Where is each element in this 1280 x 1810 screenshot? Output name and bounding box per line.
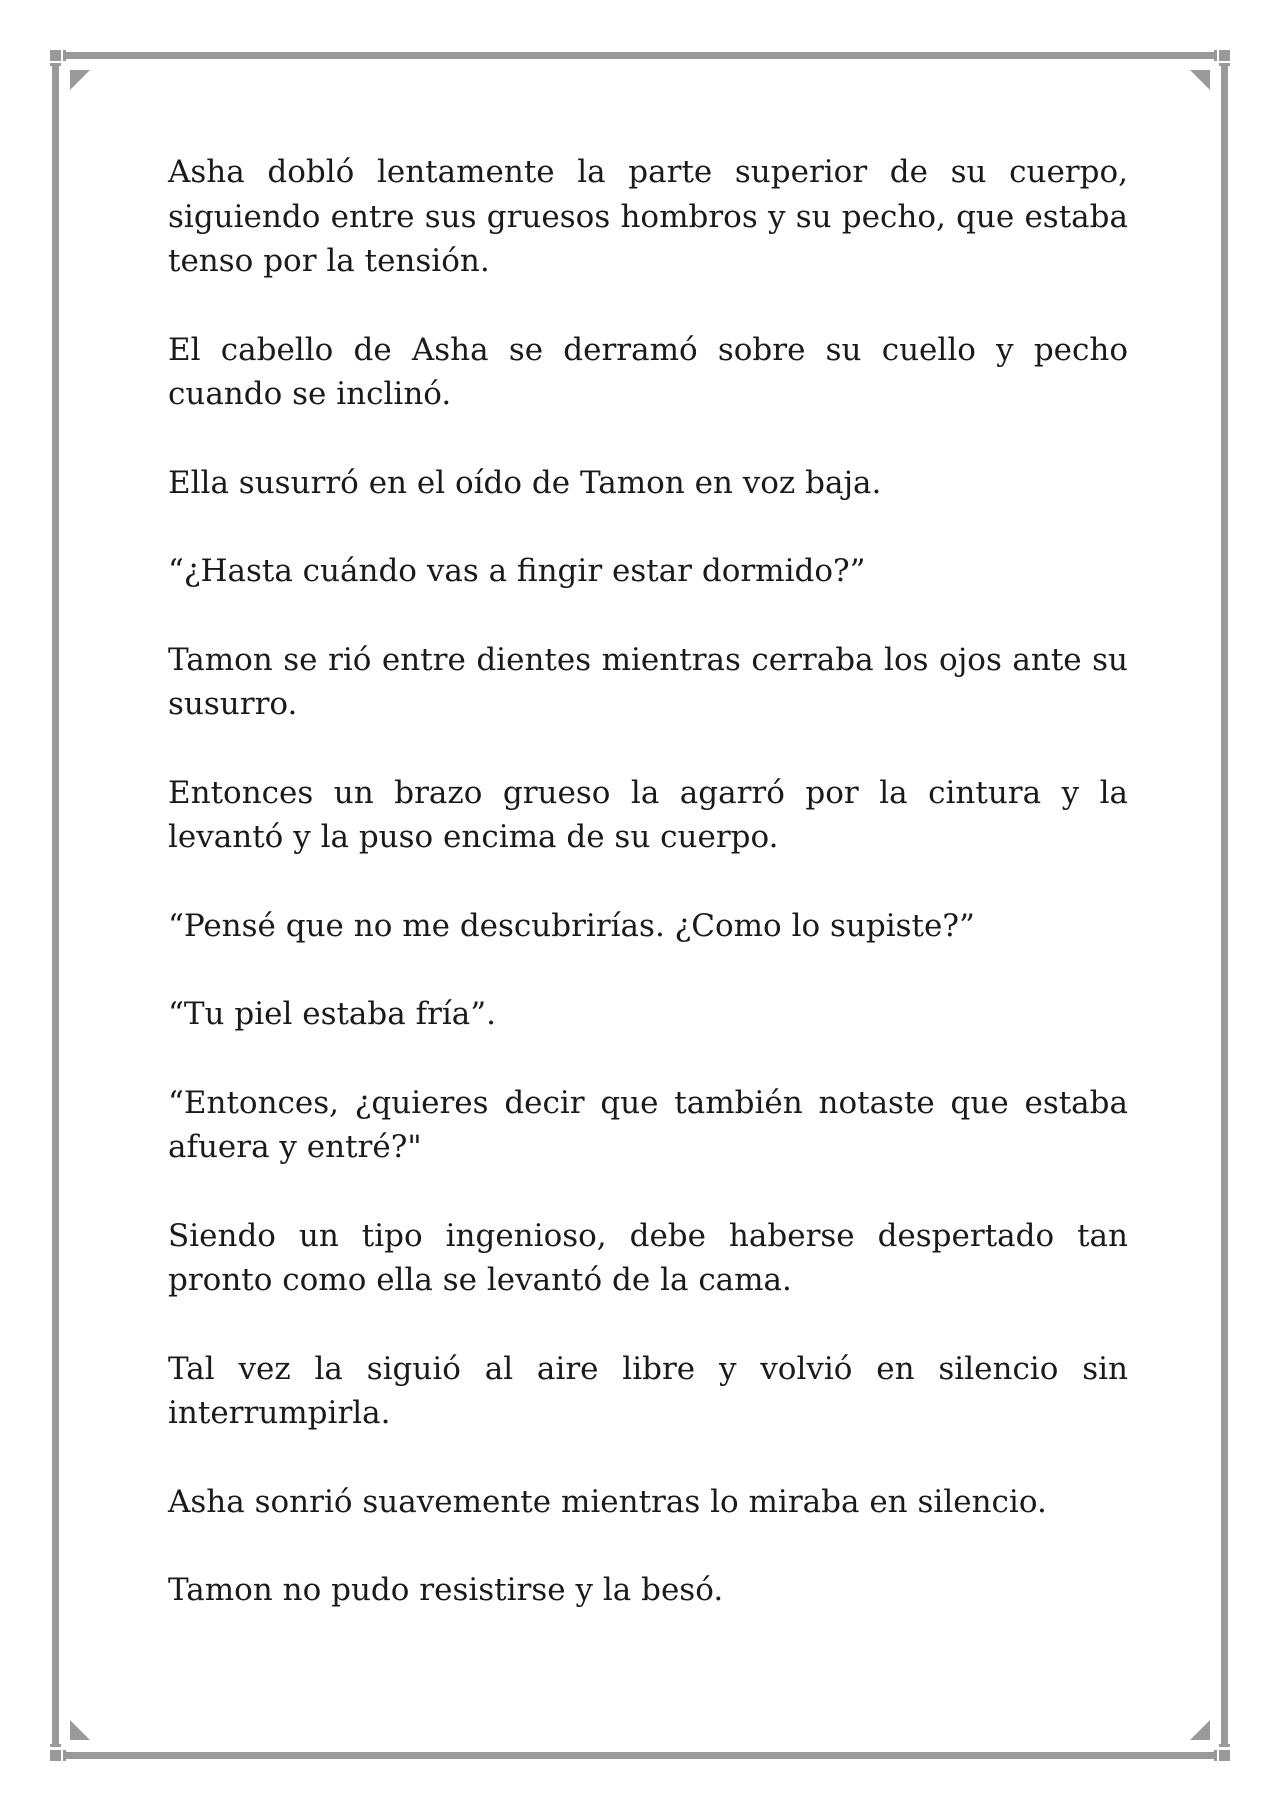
frame-right-edge [1221, 66, 1228, 1744]
paragraph: Tal vez la siguió al aire libre y volvió en silencio sin interrumpirla. [168, 1350, 1128, 1431]
paragraph: Entonces un brazo grueso la agarró por la cintura y la levantó y la puso encima de su cuerpo. [168, 774, 1128, 855]
paragraph: “Tu piel estaba fría”. [168, 996, 496, 1032]
story-text [168, 150, 1128, 1657]
paragraph: Siendo un tipo ingenioso, debe haberse despertado tan pronto como ella se levantó de la cama. [168, 1217, 1128, 1298]
paragraph: Ella susurró en el oído de Tamon en voz baja. [168, 464, 882, 501]
paragraph: “Pensé que no me descubrirías. ¿Como lo supiste?” [168, 907, 975, 944]
paragraph: Tamon no pudo resistirse y la besó. [168, 1572, 724, 1608]
frame-left-edge [52, 66, 59, 1744]
paragraph: El cabello de Asha se derramó sobre su cuello y pecho cuando se inclinó. [168, 331, 1128, 412]
paragraph: “Entonces, ¿quieres decir que también notaste que estaba afuera y entré?" [168, 1084, 1128, 1165]
frame-top-edge [66, 52, 1214, 59]
paragraph: “¿Hasta cuándo vas a fingir estar dormido?” [168, 553, 866, 589]
paragraph: Asha dobló lentamente la parte superior de su cuerpo, siguiendo entre sus gruesos hombros y su pecho, que estaba tenso por la tensión. [168, 154, 1128, 279]
frame-bottom-edge [66, 1752, 1214, 1759]
paragraph: Tamon se rió entre dientes mientras cerraba los ojos ante su susurro. [168, 641, 1128, 722]
paragraph: Asha sonrió suavemente mientras lo miraba en silencio. [168, 1483, 1047, 1520]
